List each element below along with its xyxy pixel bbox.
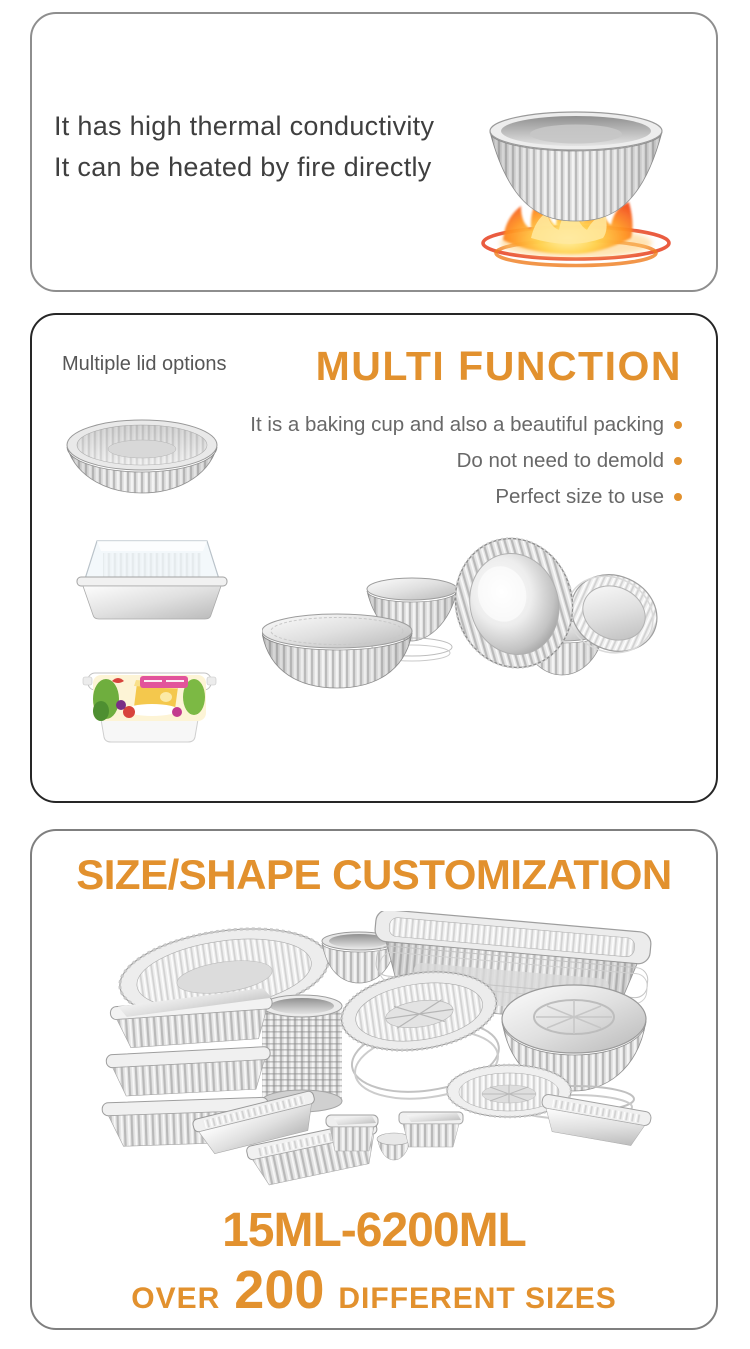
bullet-text: Do not need to demold xyxy=(456,449,664,472)
feature-bullet-list xyxy=(250,413,682,509)
foil-pan-with-printed-lid-icon xyxy=(82,653,218,745)
sizes-count-line xyxy=(32,1259,716,1321)
assorted-foil-containers-icon xyxy=(84,911,664,1201)
feature-bullet xyxy=(250,413,682,437)
round-foil-pan-icon xyxy=(64,409,220,505)
thermal-text xyxy=(54,106,434,188)
bullet-dot-icon xyxy=(674,421,682,429)
over-label: OVER xyxy=(131,1282,221,1315)
bullet-dot-icon xyxy=(674,457,682,465)
bullet-text: It is a baking cup and also a beautiful packing xyxy=(250,413,664,436)
size-range-text: 15ML-6200ML xyxy=(222,1204,526,1257)
customization-title: SIZE/SHAPE CUSTOMIZATION xyxy=(76,851,672,898)
thermal-card xyxy=(30,12,718,292)
bullet-text: Perfect size to use xyxy=(495,485,664,508)
feature-bullet xyxy=(495,485,682,509)
round-foil-pans-with-lids-icon xyxy=(262,531,664,723)
thermal-line-2: It can be heated by fire directly xyxy=(54,152,432,182)
customization-card xyxy=(30,829,718,1330)
multi-function-title: MULTI FUNCTION xyxy=(315,343,682,389)
different-sizes-label: DIFFERENT SIZES xyxy=(338,1282,617,1315)
lid-options-label: Multiple lid options xyxy=(62,353,227,375)
feature-bullet xyxy=(457,449,682,473)
foil-bowl-on-fire-icon xyxy=(470,80,682,282)
thermal-line-1: It has high thermal conductivity xyxy=(54,111,435,141)
multi-function-card xyxy=(30,313,718,803)
sizes-count: 200 xyxy=(234,1260,325,1320)
foil-pan-with-clear-lid-icon xyxy=(66,529,238,625)
bullet-dot-icon xyxy=(674,493,682,501)
